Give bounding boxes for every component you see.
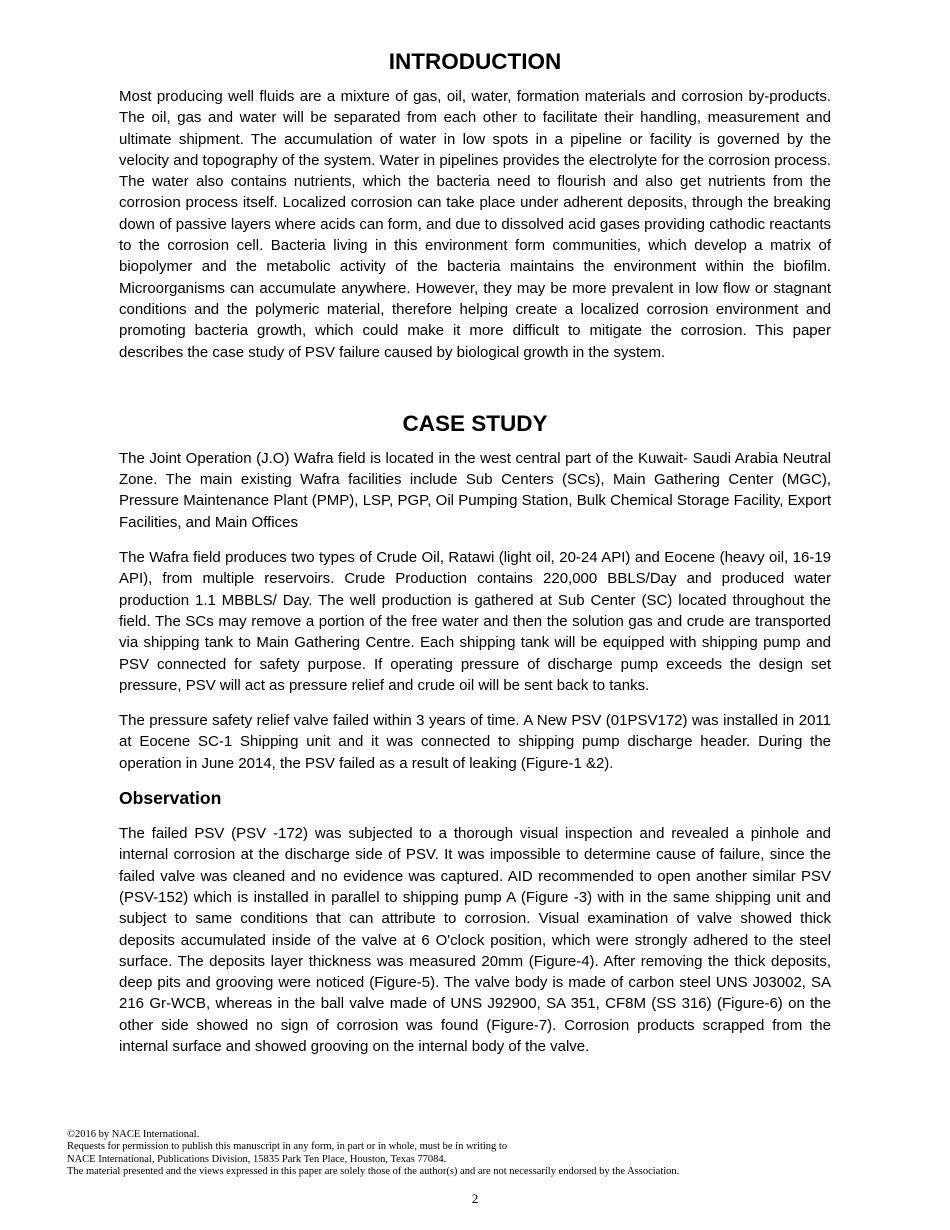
page-number: 2 bbox=[471, 1191, 479, 1206]
paper-body bbox=[119, 51, 831, 1057]
case-study-paragraph-location: The Joint Operation (J.O) Wafra field is located in the west central part of the Kuwait- Saudi Arabia Neutral Zone. The main existing Wafra facilities include Sub Centers (SCs), Main Gathering Center (MGC), Pressure Maintenance Plant (PMP), LSP, PGP, Oil Pumping Station, Bulk Chemical Storage Facility, Export Facilities, and Main Offices bbox=[119, 449, 831, 531]
footer-notice bbox=[67, 1129, 887, 1179]
case-study-paragraph-failure: The pressure safety relief valve failed within 3 years of time. A New PSV (01PSV172) was installed in 2011 at Eocene SC-1 Shipping unit and it was connected to shipping pump discharge header. During the operation in June 2014, the PSV failed as a result of leaking (Figure-1 &2). bbox=[119, 712, 831, 772]
case-study-heading: CASE STUDY bbox=[402, 410, 548, 436]
observation-heading: Observation bbox=[119, 788, 222, 809]
footer-disclaimer: The material presented and the views expressed in this paper are solely those of the author(s) and are not necessarily endorsed by the Association. bbox=[67, 1166, 680, 1178]
introduction-paragraph: Most producing well fluids are a mixture of gas, oil, water, formation materials and corrosion by-products. The oil, gas and water will be separated from each other to facilitate their handling, measurement and ultimate shipment. The accumulation of water in low spots in a pipeline or facility is governed by the velocity and topography of the system. Water in pipelines provides the electrolyte for the corrosion process. The water also contains nutrients, which the bacteria need to flourish and also get nutrients from the corrosion process itself. Localized corrosion can take place under adherent deposits, through the breaking down of passive layers where acids can form, and due to dissolved acid gases providing cathodic reactants to the corrosion cell. Bacteria living in this environment form communities, which develop a matrix of biopolymer and the metabolic activity of the bacteria maintains the environment within the biofilm. Microorganisms can accumulate anywhere. However, they may be more prevalent in low flow or stagnant conditions and the polymeric material, therefore helping create a localized corrosion environment and promoting bacteria growth, which could make it more difficult to mitigate the corrosion. This paper describes the case study of PSV failure caused by biological growth in the system. bbox=[119, 88, 831, 361]
observation-paragraph: The failed PSV (PSV -172) was subjected to a thorough visual inspection and revealed a pinhole and internal corrosion at the discharge side of PSV. It was impossible to determine cause of failure, since the failed valve was cleaned and no evidence was captured. AID recommended to open another similar PSV (PSV-152) which is installed in parallel to shipping pump A (Figure -3) with in the same shipping unit and subject to same conditions that can attribute to corrosion. Visual examination of valve showed thick deposits accumulated inside of the valve at 6 O'clock position, which were strongly adhered to the steel surface. The deposits layer thickness was measured 20mm (Figure-4). After removing the thick deposits, deep pits and grooving were noticed (Figure-5). The valve body is made of carbon steel UNS J03002, SA 216 Gr-WCB, whereas in the ball valve made of UNS J92900, SA 351, CF8M (SS 316) (Figure-6) on the other side showed no sign of corrosion was found (Figure-7). Corrosion products scrapped from the internal surface and showed grooving on the internal body of the valve. bbox=[119, 825, 831, 1055]
introduction-heading: INTRODUCTION bbox=[388, 49, 562, 74]
footer-copyright: ©2016 by NACE International. bbox=[67, 1129, 200, 1140]
case-study-paragraph-production: The Wafra field produces two types of Crude Oil, Ratawi (light oil, 20-24 API) and Eocene (heavy oil, 16-19 API), from multiple reservoirs. Crude Production contains 220,000 BBLS/Day and produced water production 1.1 MBBLS/ Day. The well production is gathered at Sub Center (SC) located throughout the field. The SCs may remove a portion of the free water and then the solution gas and crude are transported via shipping tank to Main Gathering Centre. Each shipping tank will be equipped with shipping pump and PSV connected for safety purpose. If operating pressure of discharge pump exceeds the design set pressure, PSV will act as pressure relief and crude oil will be sent back to tanks. bbox=[119, 549, 831, 694]
footer-permission: Requests for permission to publish this manuscript in any form, in part or in whole, must be in writing to bbox=[67, 1141, 508, 1153]
footer-address: NACE International, Publications Division, 15835 Park Ten Place, Houston, Texas 77084. bbox=[67, 1153, 447, 1165]
